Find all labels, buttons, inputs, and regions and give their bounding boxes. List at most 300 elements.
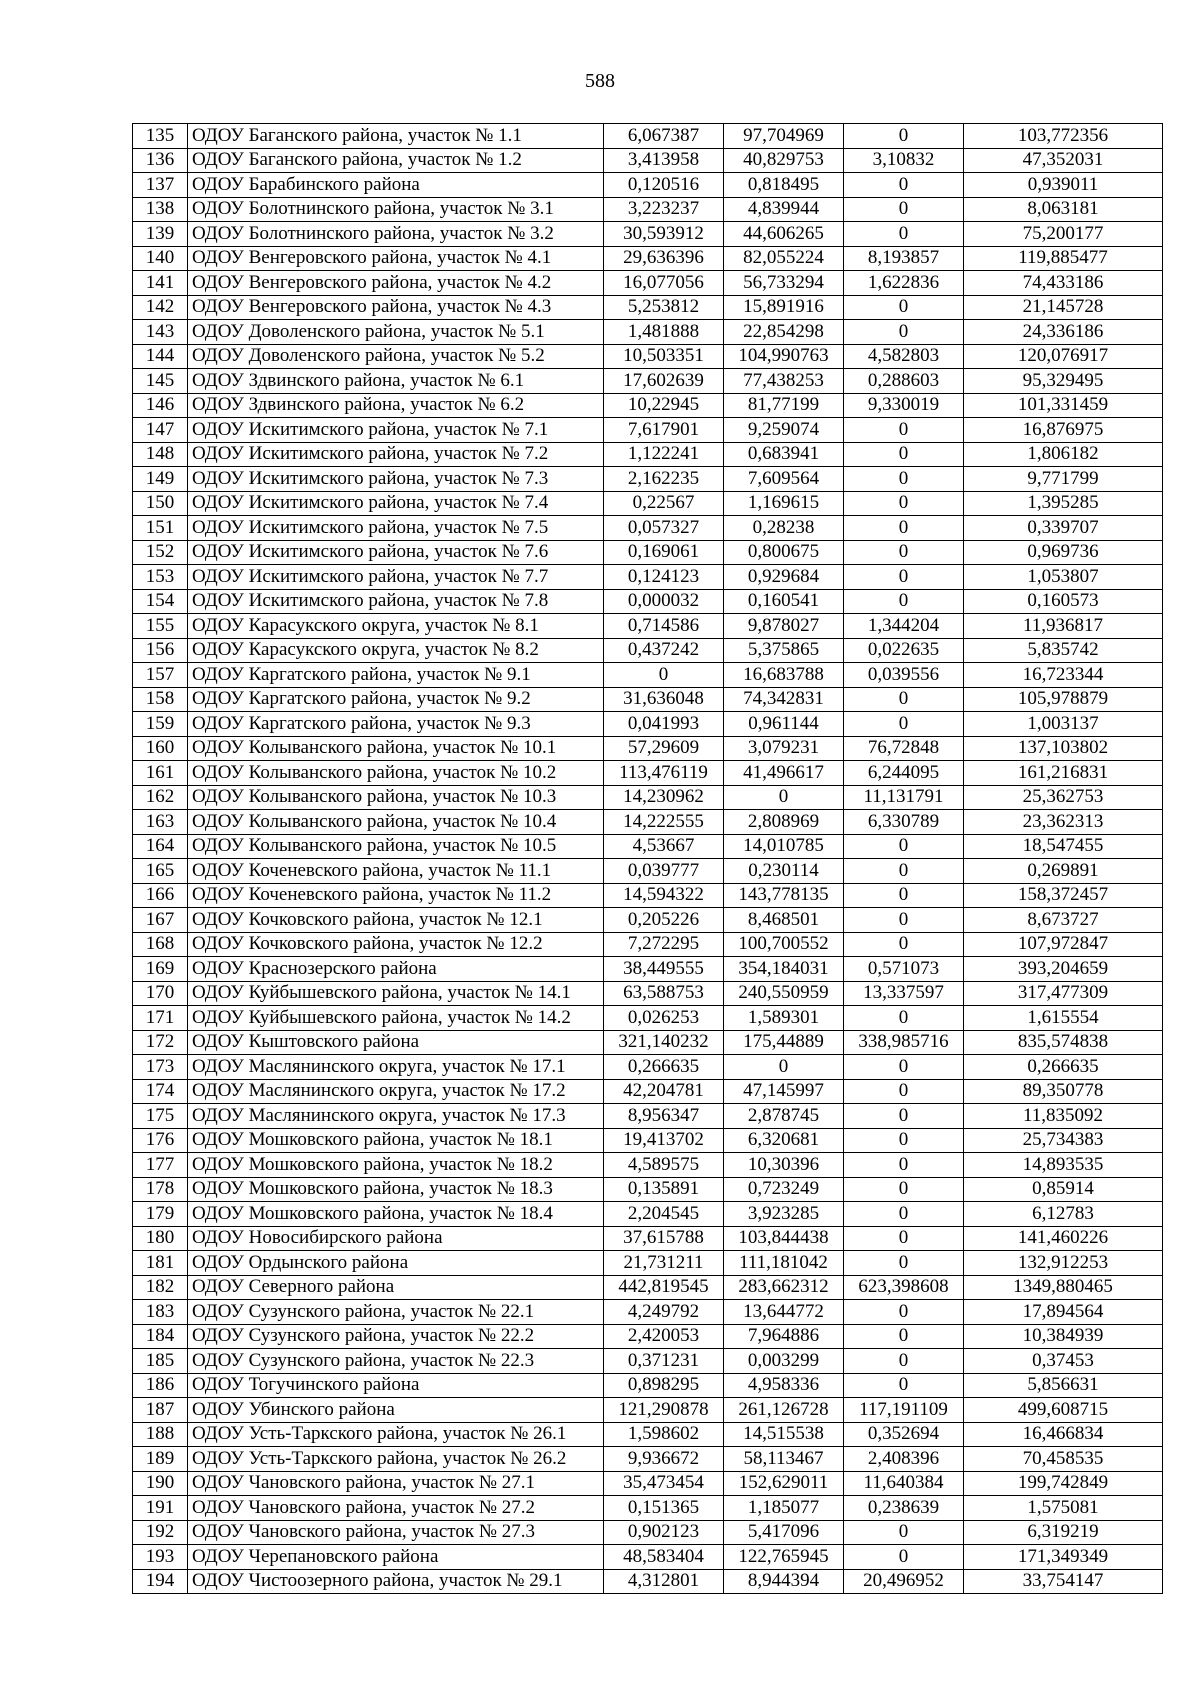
total-value-cell: 141,460226 — [964, 1226, 1163, 1251]
value-cell-1: 0,266635 — [604, 1055, 724, 1080]
value-cell-2: 14,515538 — [724, 1422, 844, 1447]
value-cell-1: 30,593912 — [604, 222, 724, 247]
area-name-cell: ОДОУ Сузунского района, участок № 22.2 — [188, 1324, 604, 1349]
total-value-cell: 171,349349 — [964, 1545, 1163, 1570]
value-cell-2: 6,320681 — [724, 1128, 844, 1153]
row-number-cell: 167 — [133, 908, 188, 933]
value-cell-3: 0 — [844, 295, 964, 320]
value-cell-2: 77,438253 — [724, 369, 844, 394]
row-number-cell: 147 — [133, 418, 188, 443]
table-row — [133, 589, 1163, 614]
table-row — [133, 834, 1163, 859]
total-value-cell: 1,053807 — [964, 565, 1163, 590]
value-cell-3: 338,985716 — [844, 1030, 964, 1055]
total-value-cell: 33,754147 — [964, 1569, 1163, 1594]
value-cell-1: 16,077056 — [604, 271, 724, 296]
table-row — [133, 344, 1163, 369]
total-value-cell: 74,433186 — [964, 271, 1163, 296]
row-number-cell: 156 — [133, 638, 188, 663]
area-name-cell: ОДОУ Венгеровского района, участок № 4.2 — [188, 271, 604, 296]
table-row — [133, 614, 1163, 639]
area-name-cell: ОДОУ Искитимского района, участок № 7.2 — [188, 442, 604, 467]
total-value-cell: 119,885477 — [964, 246, 1163, 271]
row-number-cell: 185 — [133, 1349, 188, 1374]
row-number-cell: 165 — [133, 859, 188, 884]
value-cell-2: 0,929684 — [724, 565, 844, 590]
total-value-cell: 24,336186 — [964, 320, 1163, 345]
total-value-cell: 1,395285 — [964, 491, 1163, 516]
value-cell-3: 0 — [844, 516, 964, 541]
value-cell-1: 29,636396 — [604, 246, 724, 271]
table-row — [133, 442, 1163, 467]
value-cell-3: 0 — [844, 1300, 964, 1325]
table-row — [133, 810, 1163, 835]
row-number-cell: 194 — [133, 1569, 188, 1594]
row-number-cell: 178 — [133, 1177, 188, 1202]
value-cell-2: 4,839944 — [724, 197, 844, 222]
value-cell-3: 0 — [844, 124, 964, 149]
area-name-cell: ОДОУ Мошковского района, участок № 18.1 — [188, 1128, 604, 1153]
area-name-cell: ОДОУ Кочковского района, участок № 12.1 — [188, 908, 604, 933]
area-name-cell: ОДОУ Венгеровского района, участок № 4.1 — [188, 246, 604, 271]
value-cell-2: 1,589301 — [724, 1006, 844, 1031]
value-cell-2: 143,778135 — [724, 883, 844, 908]
value-cell-3: 0 — [844, 834, 964, 859]
value-cell-3: 0 — [844, 418, 964, 443]
total-value-cell: 132,912253 — [964, 1251, 1163, 1276]
value-cell-2: 0 — [724, 785, 844, 810]
table-row — [133, 516, 1163, 541]
value-cell-2: 15,891916 — [724, 295, 844, 320]
value-cell-1: 0,437242 — [604, 638, 724, 663]
total-value-cell: 1349,880465 — [964, 1275, 1163, 1300]
area-name-cell: ОДОУ Болотнинского района, участок № 3.2 — [188, 222, 604, 247]
value-cell-1: 0,026253 — [604, 1006, 724, 1031]
total-value-cell: 10,384939 — [964, 1324, 1163, 1349]
value-cell-2: 74,342831 — [724, 687, 844, 712]
row-number-cell: 149 — [133, 467, 188, 492]
value-cell-1: 0,714586 — [604, 614, 724, 639]
value-cell-3: 0 — [844, 197, 964, 222]
value-cell-1: 0,000032 — [604, 589, 724, 614]
value-cell-2: 9,259074 — [724, 418, 844, 443]
table-row — [133, 320, 1163, 345]
area-name-cell: ОДОУ Сузунского района, участок № 22.1 — [188, 1300, 604, 1325]
value-cell-1: 0,135891 — [604, 1177, 724, 1202]
value-cell-1: 0,22567 — [604, 491, 724, 516]
value-cell-1: 35,473454 — [604, 1471, 724, 1496]
value-cell-1: 0,041993 — [604, 712, 724, 737]
total-value-cell: 25,362753 — [964, 785, 1163, 810]
table-row — [133, 785, 1163, 810]
value-cell-3: 11,640384 — [844, 1471, 964, 1496]
value-cell-1: 0,371231 — [604, 1349, 724, 1374]
value-cell-1: 0,151365 — [604, 1496, 724, 1521]
value-cell-1: 0,205226 — [604, 908, 724, 933]
value-cell-3: 0 — [844, 1079, 964, 1104]
value-cell-1: 7,272295 — [604, 932, 724, 957]
area-name-cell: ОДОУ Доволенского района, участок № 5.2 — [188, 344, 604, 369]
value-cell-2: 2,878745 — [724, 1104, 844, 1129]
row-number-cell: 148 — [133, 442, 188, 467]
total-value-cell: 393,204659 — [964, 957, 1163, 982]
total-value-cell: 499,608715 — [964, 1398, 1163, 1423]
total-value-cell: 9,771799 — [964, 467, 1163, 492]
total-value-cell: 23,362313 — [964, 810, 1163, 835]
row-number-cell: 153 — [133, 565, 188, 590]
value-cell-3: 1,622836 — [844, 271, 964, 296]
value-cell-3: 0,039556 — [844, 663, 964, 688]
value-cell-3: 0 — [844, 1520, 964, 1545]
row-number-cell: 146 — [133, 393, 188, 418]
area-name-cell: ОДОУ Барабинского района — [188, 173, 604, 198]
value-cell-1: 57,29609 — [604, 736, 724, 761]
row-number-cell: 180 — [133, 1226, 188, 1251]
value-cell-2: 0 — [724, 1055, 844, 1080]
value-cell-1: 4,589575 — [604, 1153, 724, 1178]
total-value-cell: 120,076917 — [964, 344, 1163, 369]
row-number-cell: 162 — [133, 785, 188, 810]
table-row — [133, 736, 1163, 761]
area-name-cell: ОДОУ Колыванского района, участок № 10.4 — [188, 810, 604, 835]
value-cell-2: 103,844438 — [724, 1226, 844, 1251]
table-row — [133, 295, 1163, 320]
value-cell-3: 0 — [844, 467, 964, 492]
area-name-cell: ОДОУ Колыванского района, участок № 10.1 — [188, 736, 604, 761]
total-value-cell: 158,372457 — [964, 883, 1163, 908]
table-row — [133, 638, 1163, 663]
value-cell-3: 0,352694 — [844, 1422, 964, 1447]
value-cell-3: 2,408396 — [844, 1447, 964, 1472]
value-cell-1: 6,067387 — [604, 124, 724, 149]
value-cell-1: 10,503351 — [604, 344, 724, 369]
table-row — [133, 271, 1163, 296]
value-cell-1: 321,140232 — [604, 1030, 724, 1055]
table-row — [133, 1104, 1163, 1129]
area-name-cell: ОДОУ Колыванского района, участок № 10.5 — [188, 834, 604, 859]
area-name-cell: ОДОУ Сузунского района, участок № 22.3 — [188, 1349, 604, 1374]
table-row — [133, 981, 1163, 1006]
area-name-cell: ОДОУ Кыштовского района — [188, 1030, 604, 1055]
value-cell-1: 4,53667 — [604, 834, 724, 859]
area-name-cell: ОДОУ Искитимского района, участок № 7.8 — [188, 589, 604, 614]
area-name-cell: ОДОУ Доволенского района, участок № 5.1 — [188, 320, 604, 345]
area-name-cell: ОДОУ Искитимского района, участок № 7.6 — [188, 540, 604, 565]
row-number-cell: 170 — [133, 981, 188, 1006]
area-name-cell: ОДОУ Коченевского района, участок № 11.1 — [188, 859, 604, 884]
area-name-cell: ОДОУ Болотнинского района, участок № 3.1 — [188, 197, 604, 222]
value-cell-3: 0 — [844, 883, 964, 908]
row-number-cell: 137 — [133, 173, 188, 198]
row-number-cell: 171 — [133, 1006, 188, 1031]
value-cell-2: 56,733294 — [724, 271, 844, 296]
value-cell-3: 0 — [844, 173, 964, 198]
total-value-cell: 8,673727 — [964, 908, 1163, 933]
row-number-cell: 166 — [133, 883, 188, 908]
value-cell-1: 42,204781 — [604, 1079, 724, 1104]
row-number-cell: 181 — [133, 1251, 188, 1276]
value-cell-2: 10,30396 — [724, 1153, 844, 1178]
total-value-cell: 103,772356 — [964, 124, 1163, 149]
value-cell-2: 81,77199 — [724, 393, 844, 418]
total-value-cell: 6,12783 — [964, 1202, 1163, 1227]
table-row — [133, 1324, 1163, 1349]
value-cell-1: 1,598602 — [604, 1422, 724, 1447]
value-cell-2: 47,145997 — [724, 1079, 844, 1104]
row-number-cell: 158 — [133, 687, 188, 712]
value-cell-2: 14,010785 — [724, 834, 844, 859]
total-value-cell: 5,835742 — [964, 638, 1163, 663]
total-value-cell: 0,85914 — [964, 1177, 1163, 1202]
total-value-cell: 18,547455 — [964, 834, 1163, 859]
value-cell-3: 0 — [844, 320, 964, 345]
value-cell-3: 0 — [844, 932, 964, 957]
total-value-cell: 6,319219 — [964, 1520, 1163, 1545]
total-value-cell: 21,145728 — [964, 295, 1163, 320]
table-row — [133, 1569, 1163, 1594]
table-row — [133, 908, 1163, 933]
value-cell-1: 3,223237 — [604, 197, 724, 222]
value-cell-1: 2,420053 — [604, 1324, 724, 1349]
value-cell-3: 0 — [844, 589, 964, 614]
area-name-cell: ОДОУ Чановского района, участок № 27.2 — [188, 1496, 604, 1521]
value-cell-2: 0,28238 — [724, 516, 844, 541]
area-name-cell: ОДОУ Мошковского района, участок № 18.4 — [188, 1202, 604, 1227]
total-value-cell: 95,329495 — [964, 369, 1163, 394]
area-name-cell: ОДОУ Тогучинского района — [188, 1373, 604, 1398]
table-row — [133, 1422, 1163, 1447]
table-row — [133, 1349, 1163, 1374]
value-cell-2: 175,44889 — [724, 1030, 844, 1055]
value-cell-3: 3,10832 — [844, 148, 964, 173]
table-row — [133, 1496, 1163, 1521]
total-value-cell: 0,939011 — [964, 173, 1163, 198]
total-value-cell: 25,734383 — [964, 1128, 1163, 1153]
total-value-cell: 105,978879 — [964, 687, 1163, 712]
value-cell-3: 9,330019 — [844, 393, 964, 418]
row-number-cell: 135 — [133, 124, 188, 149]
row-number-cell: 141 — [133, 271, 188, 296]
table-row — [133, 1177, 1163, 1202]
table-row — [133, 246, 1163, 271]
value-cell-2: 13,644772 — [724, 1300, 844, 1325]
row-number-cell: 140 — [133, 246, 188, 271]
value-cell-2: 3,079231 — [724, 736, 844, 761]
area-name-cell: ОДОУ Колыванского района, участок № 10.2 — [188, 761, 604, 786]
value-cell-3: 0 — [844, 1177, 964, 1202]
value-cell-1: 0,898295 — [604, 1373, 724, 1398]
area-name-cell: ОДОУ Куйбышевского района, участок № 14.1 — [188, 981, 604, 1006]
total-value-cell: 101,331459 — [964, 393, 1163, 418]
area-name-cell: ОДОУ Усть-Таркского района, участок № 26.1 — [188, 1422, 604, 1447]
data-table — [132, 123, 1163, 1594]
table-row — [133, 418, 1163, 443]
area-name-cell: ОДОУ Куйбышевского района, участок № 14.2 — [188, 1006, 604, 1031]
value-cell-2: 0,003299 — [724, 1349, 844, 1374]
value-cell-2: 41,496617 — [724, 761, 844, 786]
area-name-cell: ОДОУ Венгеровского района, участок № 4.3 — [188, 295, 604, 320]
value-cell-2: 0,230114 — [724, 859, 844, 884]
value-cell-3: 0 — [844, 442, 964, 467]
area-name-cell: ОДОУ Карасукского округа, участок № 8.1 — [188, 614, 604, 639]
value-cell-1: 19,413702 — [604, 1128, 724, 1153]
table-row — [133, 124, 1163, 149]
row-number-cell: 182 — [133, 1275, 188, 1300]
value-cell-1: 8,956347 — [604, 1104, 724, 1129]
area-name-cell: ОДОУ Маслянинского округа, участок № 17.2 — [188, 1079, 604, 1104]
table-row — [133, 173, 1163, 198]
total-value-cell: 107,972847 — [964, 932, 1163, 957]
area-name-cell: ОДОУ Колыванского района, участок № 10.3 — [188, 785, 604, 810]
table-row — [133, 761, 1163, 786]
table-row — [133, 859, 1163, 884]
value-cell-2: 261,126728 — [724, 1398, 844, 1423]
value-cell-1: 0,902123 — [604, 1520, 724, 1545]
value-cell-1: 2,204545 — [604, 1202, 724, 1227]
row-number-cell: 176 — [133, 1128, 188, 1153]
area-name-cell: ОДОУ Каргатского района, участок № 9.3 — [188, 712, 604, 737]
table-row — [133, 1202, 1163, 1227]
area-name-cell: ОДОУ Каргатского района, участок № 9.1 — [188, 663, 604, 688]
area-name-cell: ОДОУ Искитимского района, участок № 7.5 — [188, 516, 604, 541]
total-value-cell: 5,856631 — [964, 1373, 1163, 1398]
value-cell-2: 104,990763 — [724, 344, 844, 369]
value-cell-1: 31,636048 — [604, 687, 724, 712]
value-cell-2: 3,923285 — [724, 1202, 844, 1227]
area-name-cell: ОДОУ Кочковского района, участок № 12.2 — [188, 932, 604, 957]
total-value-cell: 47,352031 — [964, 148, 1163, 173]
table-row — [133, 222, 1163, 247]
value-cell-3: 0 — [844, 222, 964, 247]
table-body — [133, 124, 1163, 1594]
total-value-cell: 1,806182 — [964, 442, 1163, 467]
value-cell-3: 0 — [844, 1226, 964, 1251]
value-cell-1: 14,222555 — [604, 810, 724, 835]
table-row — [133, 540, 1163, 565]
value-cell-3: 0 — [844, 1324, 964, 1349]
total-value-cell: 17,894564 — [964, 1300, 1163, 1325]
total-value-cell: 199,742849 — [964, 1471, 1163, 1496]
row-number-cell: 136 — [133, 148, 188, 173]
value-cell-1: 0,057327 — [604, 516, 724, 541]
total-value-cell: 16,876975 — [964, 418, 1163, 443]
area-name-cell: ОДОУ Искитимского района, участок № 7.1 — [188, 418, 604, 443]
row-number-cell: 187 — [133, 1398, 188, 1423]
value-cell-1: 0 — [604, 663, 724, 688]
total-value-cell: 317,477309 — [964, 981, 1163, 1006]
total-value-cell: 0,37453 — [964, 1349, 1163, 1374]
value-cell-3: 0 — [844, 565, 964, 590]
total-value-cell: 0,969736 — [964, 540, 1163, 565]
total-value-cell: 161,216831 — [964, 761, 1163, 786]
row-number-cell: 193 — [133, 1545, 188, 1570]
value-cell-3: 117,191109 — [844, 1398, 964, 1423]
value-cell-2: 22,854298 — [724, 320, 844, 345]
value-cell-2: 82,055224 — [724, 246, 844, 271]
value-cell-3: 13,337597 — [844, 981, 964, 1006]
table-row — [133, 1030, 1163, 1055]
total-value-cell: 89,350778 — [964, 1079, 1163, 1104]
value-cell-2: 4,958336 — [724, 1373, 844, 1398]
area-name-cell: ОДОУ Черепановского района — [188, 1545, 604, 1570]
table-row — [133, 369, 1163, 394]
value-cell-1: 3,413958 — [604, 148, 724, 173]
value-cell-1: 113,476119 — [604, 761, 724, 786]
value-cell-3: 623,398608 — [844, 1275, 964, 1300]
table-row — [133, 1251, 1163, 1276]
table-row — [133, 1398, 1163, 1423]
row-number-cell: 183 — [133, 1300, 188, 1325]
total-value-cell: 16,466834 — [964, 1422, 1163, 1447]
value-cell-3: 0 — [844, 491, 964, 516]
area-name-cell: ОДОУ Здвинского района, участок № 6.1 — [188, 369, 604, 394]
total-value-cell: 0,269891 — [964, 859, 1163, 884]
table-row — [133, 1055, 1163, 1080]
area-name-cell: ОДОУ Искитимского района, участок № 7.3 — [188, 467, 604, 492]
value-cell-3: 6,330789 — [844, 810, 964, 835]
value-cell-3: 0,022635 — [844, 638, 964, 663]
value-cell-3: 0,571073 — [844, 957, 964, 982]
table-row — [133, 1153, 1163, 1178]
area-name-cell: ОДОУ Маслянинского округа, участок № 17.3 — [188, 1104, 604, 1129]
table-row — [133, 1300, 1163, 1325]
value-cell-2: 8,468501 — [724, 908, 844, 933]
value-cell-2: 9,878027 — [724, 614, 844, 639]
row-number-cell: 160 — [133, 736, 188, 761]
value-cell-1: 442,819545 — [604, 1275, 724, 1300]
table-row — [133, 1520, 1163, 1545]
value-cell-1: 63,588753 — [604, 981, 724, 1006]
table-row — [133, 712, 1163, 737]
table-row — [133, 663, 1163, 688]
row-number-cell: 175 — [133, 1104, 188, 1129]
value-cell-2: 354,184031 — [724, 957, 844, 982]
table-row — [133, 1447, 1163, 1472]
row-number-cell: 159 — [133, 712, 188, 737]
table-row — [133, 565, 1163, 590]
total-value-cell: 0,160573 — [964, 589, 1163, 614]
table-row — [133, 467, 1163, 492]
row-number-cell: 186 — [133, 1373, 188, 1398]
value-cell-1: 9,936672 — [604, 1447, 724, 1472]
total-value-cell: 835,574838 — [964, 1030, 1163, 1055]
area-name-cell: ОДОУ Мошковского района, участок № 18.3 — [188, 1177, 604, 1202]
value-cell-3: 0 — [844, 1128, 964, 1153]
value-cell-3: 0 — [844, 1006, 964, 1031]
row-number-cell: 177 — [133, 1153, 188, 1178]
area-name-cell: ОДОУ Здвинского района, участок № 6.2 — [188, 393, 604, 418]
row-number-cell: 145 — [133, 369, 188, 394]
value-cell-3: 20,496952 — [844, 1569, 964, 1594]
value-cell-2: 152,629011 — [724, 1471, 844, 1496]
row-number-cell: 184 — [133, 1324, 188, 1349]
table-row — [133, 687, 1163, 712]
total-value-cell: 16,723344 — [964, 663, 1163, 688]
value-cell-2: 240,550959 — [724, 981, 844, 1006]
row-number-cell: 143 — [133, 320, 188, 345]
value-cell-2: 40,829753 — [724, 148, 844, 173]
value-cell-1: 0,120516 — [604, 173, 724, 198]
area-name-cell: ОДОУ Баганского района, участок № 1.2 — [188, 148, 604, 173]
total-value-cell: 70,458535 — [964, 1447, 1163, 1472]
value-cell-2: 0,818495 — [724, 173, 844, 198]
row-number-cell: 144 — [133, 344, 188, 369]
row-number-cell: 169 — [133, 957, 188, 982]
table-row — [133, 197, 1163, 222]
value-cell-3: 0 — [844, 1202, 964, 1227]
row-number-cell: 164 — [133, 834, 188, 859]
value-cell-3: 0,288603 — [844, 369, 964, 394]
